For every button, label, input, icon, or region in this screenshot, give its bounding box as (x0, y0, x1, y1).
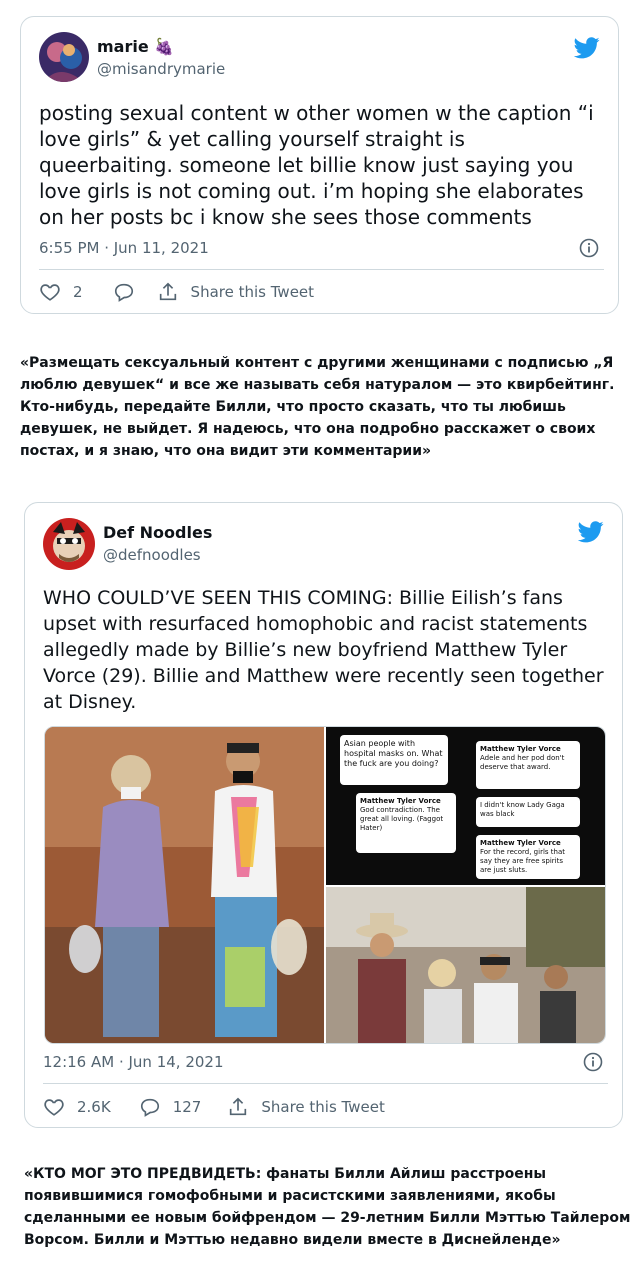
comment-card (356, 793, 456, 853)
caption-lead: «КТО МОГ ЭТО ПРЕДВИДЕТЬ: (24, 1166, 262, 1182)
user-handle[interactable]: @misandrymarie (97, 60, 226, 78)
share-button[interactable] (157, 281, 314, 303)
tweet-actions (39, 281, 314, 303)
reply-icon (113, 281, 135, 303)
like-count: 2.6K (77, 1098, 111, 1116)
grape-emoji: 🍇 (154, 37, 175, 56)
comment-card (476, 797, 580, 827)
share-label: Share this Tweet (261, 1098, 385, 1116)
reply-count: 127 (172, 1098, 202, 1116)
tweet-text: posting sexual content w other women w the caption “i love girls” & yet calling yourself straight is queerbaiting. someone let billie know just saying you love girls is not coming out. i’m hoping she elaborates on her posts bc i know she sees those comments (39, 101, 594, 229)
info-icon[interactable] (579, 238, 599, 258)
heart-icon (39, 281, 61, 303)
photo-couple-walking[interactable] (45, 727, 324, 1044)
like-button[interactable] (43, 1096, 111, 1118)
photo-disney-crowd[interactable] (326, 887, 606, 1044)
avatar[interactable] (43, 518, 95, 570)
display-name[interactable] (97, 37, 174, 56)
heart-icon (43, 1096, 65, 1118)
tweet-actions (43, 1096, 385, 1118)
reply-button[interactable] (113, 281, 135, 303)
tweet-media-grid[interactable] (44, 726, 606, 1044)
like-count: 2 (73, 283, 83, 301)
twitter-bird-icon[interactable] (578, 521, 604, 543)
comment-text: For the record, girls that say they are free spirits are just sluts. (480, 848, 565, 874)
comment-text: I didn't know Lady Gaga was black (480, 801, 565, 818)
tweet-card-marie[interactable] (20, 16, 619, 314)
comment-card (340, 735, 448, 785)
comment-card (476, 835, 580, 879)
share-label: Share this Tweet (190, 283, 315, 301)
comment-text: Adele and her pod don't deserve that award. (480, 754, 565, 771)
share-icon (157, 281, 179, 303)
divider (43, 1083, 608, 1084)
caption-body: фанаты Билли Айлиш расстроены появившимися гомофобными и расистскими заявлениями, якобы сделанными ее новым бойфрендом — 29-летним Билли Мэттью Тайлером Ворсом. Билли и Мэттью недавно видели вместе в Диснейленде» (24, 1166, 631, 1248)
comment-card (476, 741, 580, 789)
comment-text: God contradiction. The great all loving. (Faggot Hater) (360, 806, 444, 832)
divider (39, 269, 604, 270)
like-button[interactable] (39, 281, 83, 303)
reply-button[interactable] (139, 1096, 202, 1118)
display-name[interactable]: Def Noodles (103, 523, 213, 542)
tweet-text: WHO COULD’VE SEEN THIS COMING: Billie Eilish’s fans upset with resurfaced homophobic and racist statements allegedly made by Billie’s new boyfriend Matthew Tyler Vorce (29). Billie and Matthew were recently seen together at Disney. (43, 587, 604, 713)
comment-author: Matthew Tyler Vorce (480, 745, 561, 753)
translation-caption-2 (24, 1163, 632, 1251)
reply-icon (139, 1096, 161, 1118)
tweet-timestamp[interactable]: 12:16 AM · Jun 14, 2021 (43, 1053, 224, 1071)
display-name-text: marie (97, 37, 149, 56)
translation-caption-1: «Размещать сексуальный контент с другими женщинами с подписью „Я люблю девушек“ и все же называть себя натуралом — это квирбейтинг. Кто-нибудь, передайте Билли, что просто сказать, что ты любишь девушек, не выйдет. Я надеюсь, что она подробно расскажет о своих постах, и я знаю, что она видит эти комментарии» (20, 355, 615, 459)
tweet-card-defnoodles[interactable] (24, 502, 623, 1128)
tweet-timestamp[interactable]: 6:55 PM · Jun 11, 2021 (39, 239, 209, 257)
photo-comments-screenshot[interactable] (326, 727, 606, 885)
comment-author: Matthew Tyler Vorce (360, 797, 441, 805)
share-button[interactable] (227, 1096, 384, 1118)
twitter-bird-icon[interactable] (574, 37, 600, 59)
comment-text: Asian people with hospital masks on. What the fuck are you doing? (344, 739, 443, 768)
info-icon[interactable] (583, 1052, 603, 1072)
avatar[interactable] (39, 32, 89, 82)
user-handle[interactable]: @defnoodles (103, 546, 201, 564)
share-icon (227, 1096, 249, 1118)
comment-author: Matthew Tyler Vorce (480, 839, 561, 847)
